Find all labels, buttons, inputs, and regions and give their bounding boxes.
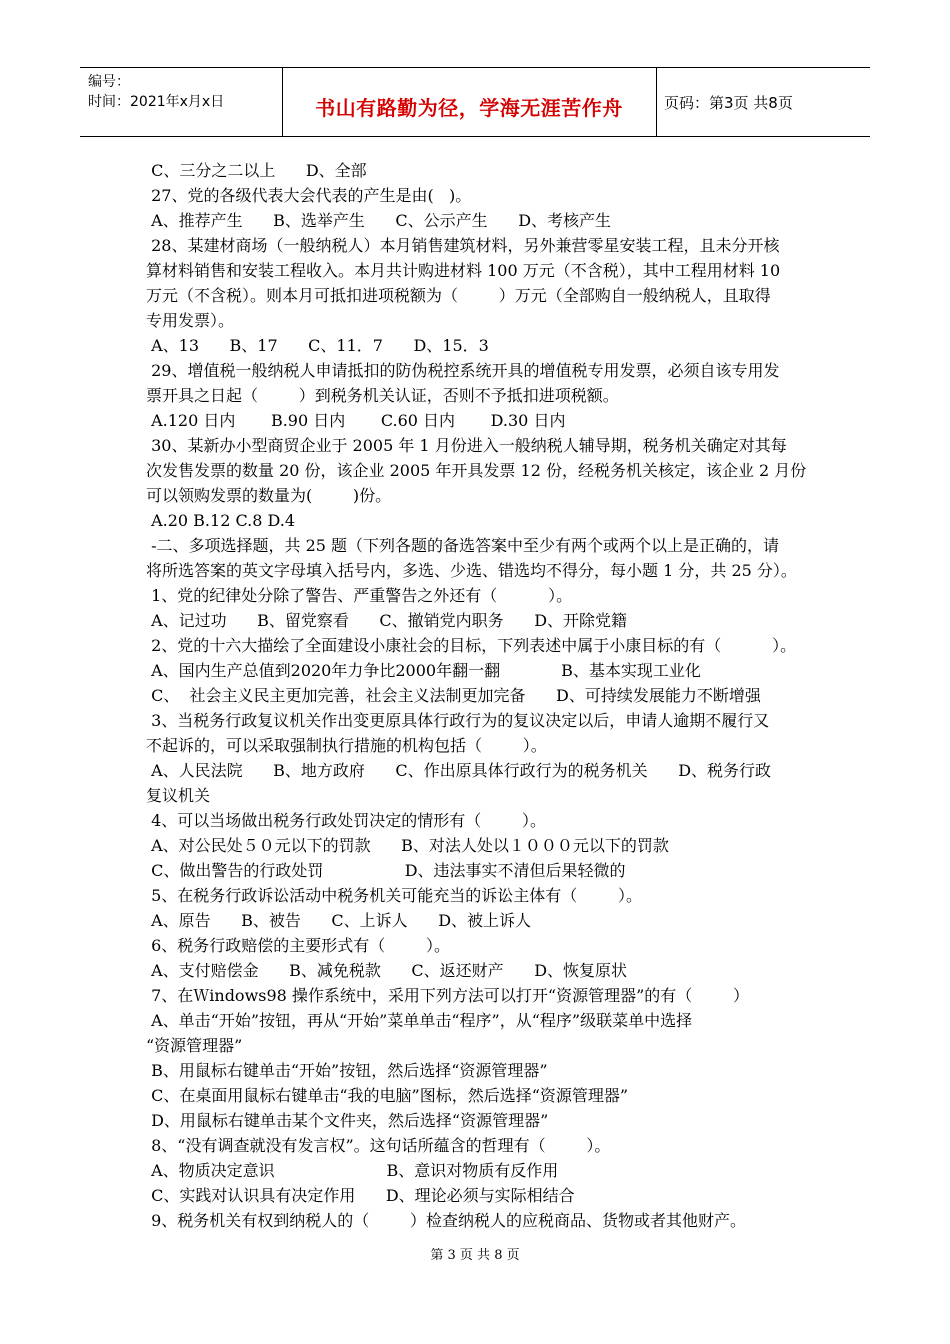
text-line: A.20 B.12 C.8 D.4 bbox=[146, 511, 296, 530]
page-code: 页码：第3页 共8页 bbox=[664, 94, 793, 112]
text-line: 万元（不含税）。则本月可抵扣进项税额为（ ）万元（全部购自一般纳税人，且取得 bbox=[146, 286, 771, 305]
text-line: 将所选答案的英文字母填入括号内，多选、少选、错选均不得分，每小题 1 分，共 25 分）。 bbox=[146, 561, 797, 580]
text-line: 30、某新办小型商贸企业于 2005 年 1 月份进入一般纳税人辅导期，税务机关确定对其每 bbox=[146, 436, 787, 455]
text-line: A、单击“开始”按钮，再从“开始”菜单单击“程序”，从“程序”级联菜单中选择 bbox=[146, 1011, 693, 1030]
text-line: -二、多项选择题，共 25 题（下列各题的备选答案中至少有两个或两个以上是正确的，请 bbox=[146, 536, 780, 555]
text-line: A、记过功 B、留党察看 C、撤销党内职务 D、开除党籍 bbox=[146, 611, 628, 630]
text-line: 29、增值税一般纳税人申请抵扣的防伪税控系统开具的增值税专用发票，必须自该专用发 bbox=[146, 361, 780, 380]
text-line: 8、“没有调查就没有发言权”。这句话所蕴含的哲理有（ ）。 bbox=[146, 1136, 611, 1155]
page-footer: 第 3 页 共 8 页 bbox=[430, 1248, 520, 1263]
text-line: 次发售发票的数量 20 份，该企业 2005 年开具发票 12 份，经税务机关核定，该企业 2 月份 bbox=[146, 461, 807, 480]
text-line: 1、党的纪律处分除了警告、严重警告之外还有（ ）。 bbox=[146, 586, 573, 605]
date-label: 时间：2021年x月x日 bbox=[88, 94, 225, 110]
text-line: D、用鼠标右键单击某个文件夹，然后选择“资源管理器” bbox=[146, 1111, 549, 1130]
text-line: 专用发票）。 bbox=[146, 311, 235, 330]
text-line: A、原告 B、被告 C、上诉人 D、被上诉人 bbox=[146, 911, 532, 930]
text-line: A、对公民处５０元以下的罚款 B、对法人处以１０００元以下的罚款 bbox=[146, 836, 669, 855]
text-line: 4、可以当场做出税务行政处罚决定的情形有（ ）。 bbox=[146, 811, 546, 830]
motto: 书山有路勤为径，学海无涯苦作舟 bbox=[315, 96, 623, 120]
text-line: A、物质决定意识 B、意识对物质有反作用 bbox=[146, 1161, 559, 1180]
text-line: C、 社会主义民主更加完善，社会主义法制更加完备 D、可持续发展能力不断增强 bbox=[146, 686, 761, 705]
text-line: 27、党的各级代表大会代表的产生是由( )。 bbox=[146, 186, 472, 205]
text-line: C、实践对认识具有决定作用 D、理论必须与实际相结合 bbox=[146, 1186, 575, 1205]
text-line: C、三分之二以上 D、全部 bbox=[146, 161, 367, 180]
text-line: C、做出警告的行政处罚 D、违法事实不清但后果轻微的 bbox=[146, 861, 626, 880]
text-line: A、国内生产总值到2020年力争比2000年翻一翻 B、基本实现工业化 bbox=[146, 661, 701, 680]
text-line: 算材料销售和安装工程收入。本月共计购进材料 100 万元（不含税），其中工程用材料 10 bbox=[146, 261, 781, 280]
text-line: 6、税务行政赔偿的主要形式有（ ）。 bbox=[146, 936, 450, 955]
text-line: A、人民法院 B、地方政府 C、作出原具体行政行为的税务机关 D、税务行政 bbox=[146, 761, 772, 780]
number-label: 编号： bbox=[88, 74, 130, 90]
text-line: 2、党的十六大描绘了全面建设小康社会的目标，下列表述中属于小康目标的有（ ）。 bbox=[146, 636, 797, 655]
text-line: 复议机关 bbox=[146, 786, 211, 805]
text-line: 可以领购发票的数量为( )份。 bbox=[146, 486, 392, 505]
header-motto-cell bbox=[282, 68, 657, 136]
text-line: “资源管理器” bbox=[146, 1036, 243, 1055]
document-body bbox=[146, 158, 826, 1233]
header-page-cell bbox=[656, 68, 870, 136]
text-line: 不起诉的，可以采取强制执行措施的机构包括（ ）。 bbox=[146, 736, 547, 755]
text-line: A.120 日内 B.90 日内 C.60 日内 D.30 日内 bbox=[146, 411, 566, 430]
page-header bbox=[80, 67, 870, 137]
text-line: 7、在Ｗindows98 操作系统中，采用下列方法可以打开“资源管理器”的有（ ） bbox=[146, 986, 749, 1005]
text-line: A、推荐产生 B、选举产生 C、公示产生 D、考核产生 bbox=[146, 211, 612, 230]
text-line: C、在桌面用鼠标右键单击“我的电脑”图标，然后选择“资源管理器” bbox=[146, 1086, 629, 1105]
text-line: A、13 B、17 C、11．7 D、15．3 bbox=[146, 336, 489, 355]
text-line: 3、当税务行政复议机关作出变更原具体行政行为的复议决定以后，申请人逾期不履行又 bbox=[146, 711, 770, 730]
text-line: 28、某建材商场（一般纳税人）本月销售建筑材料，另外兼营零星安装工程，且未分开核 bbox=[146, 236, 780, 255]
header-info-cell bbox=[80, 68, 283, 136]
text-line: 9、税务机关有权到纳税人的（ ）检查纳税人的应税商品、货物或者其他财产。 bbox=[146, 1211, 746, 1230]
text-line: B、用鼠标右键单击“开始”按钮，然后选择“资源管理器” bbox=[146, 1061, 548, 1080]
text-line: 5、在税务行政诉讼活动中税务机关可能充当的诉讼主体有（ ）。 bbox=[146, 886, 642, 905]
text-line: 票开具之日起（ ）到税务机关认证，否则不予抵扣进项税额。 bbox=[146, 386, 619, 405]
text-line: A、支付赔偿金 B、减免税款 C、返还财产 D、恢复原状 bbox=[146, 961, 628, 980]
